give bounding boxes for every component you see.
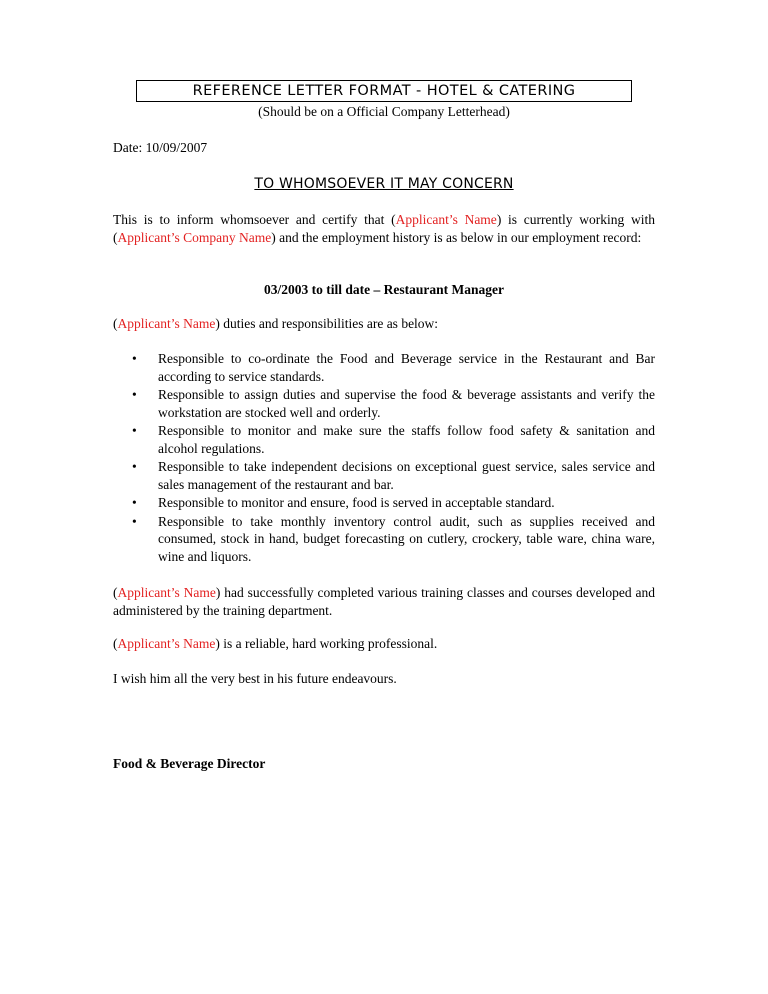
company-name-placeholder: Applicant’s Company Name: [117, 229, 272, 245]
list-item: [113, 458, 655, 493]
responsibilities-list: [113, 350, 655, 566]
bullet-icon: •: [132, 387, 137, 402]
applicant-name-placeholder: Applicant’s Name: [117, 316, 216, 331]
list-item-text: Responsible to take independent decisions on exceptional guest service, sales service and sales management of the restaurant and bar.: [158, 459, 655, 492]
reliable-text: ) is a reliable, hard working professional.: [215, 636, 438, 651]
list-item: [113, 513, 655, 566]
duties-text: ) duties and responsibilities are as below:: [215, 316, 439, 331]
salutation: TO WHOMSOEVER IT MAY CONCERN: [254, 176, 514, 192]
paren: (: [113, 636, 118, 651]
position-heading: 03/2003 to till date – Restaurant Manager: [264, 282, 504, 297]
bullet-icon: •: [132, 513, 137, 529]
intro-text: This is to inform whomsoever and certify that (: [113, 212, 396, 227]
bullet-icon: •: [132, 459, 137, 474]
intro-text: ) is currently working with (: [113, 212, 655, 245]
applicant-name-placeholder: Applicant’s Name: [395, 212, 497, 227]
applicant-name-placeholder: Applicant’s Name: [117, 585, 216, 600]
applicant-name-placeholder: Applicant’s Name: [117, 636, 216, 651]
training-text: ) had successfully completed various training classes and courses developed and administered by the training department.: [113, 585, 655, 618]
letter-date: Date: 10/09/2007: [113, 140, 208, 155]
duties-intro: [113, 316, 438, 332]
list-item-text: Responsible to monitor and ensure, food is served in acceptable standard.: [158, 495, 555, 510]
intro-text: ) and the employment history is as below in our employment record:: [271, 229, 642, 245]
letterhead-note: (Should be on a Official Company Letterhead): [258, 104, 510, 119]
list-item-text: Responsible to co-ordinate the Food and Beverage service in the Restaurant and Bar according to service standards.: [158, 351, 655, 384]
list-item: [113, 422, 655, 457]
bullet-icon: •: [132, 423, 137, 438]
closing-line: I wish him all the very best in his future endeavours.: [113, 671, 397, 686]
list-item: [113, 386, 655, 421]
signature-title: Food & Beverage Director: [113, 756, 266, 771]
training-paragraph: [113, 584, 655, 619]
bullet-icon: •: [132, 351, 137, 366]
list-item: [113, 494, 655, 512]
list-item-text: Responsible to monitor and make sure the staffs follow food safety & sanitation and alcohol regulations.: [158, 423, 655, 456]
paren: (: [113, 316, 118, 331]
intro-paragraph: [113, 211, 655, 246]
paren: (: [113, 585, 118, 600]
document-title: REFERENCE LETTER FORMAT - HOTEL & CATERING: [136, 80, 632, 102]
list-item-text: Responsible to assign duties and supervise the food & beverage assistants and verify the workstation are stocked well and orderly.: [158, 387, 655, 420]
list-item-text: Responsible to take monthly inventory control audit, such as supplies received and consumed, stock in hand, budget forecasting on cutlery, crockery, table ware, china ware, wine and liquors.: [158, 513, 655, 564]
reliable-paragraph: [113, 635, 655, 653]
list-item: [113, 350, 655, 385]
bullet-icon: •: [132, 495, 137, 510]
